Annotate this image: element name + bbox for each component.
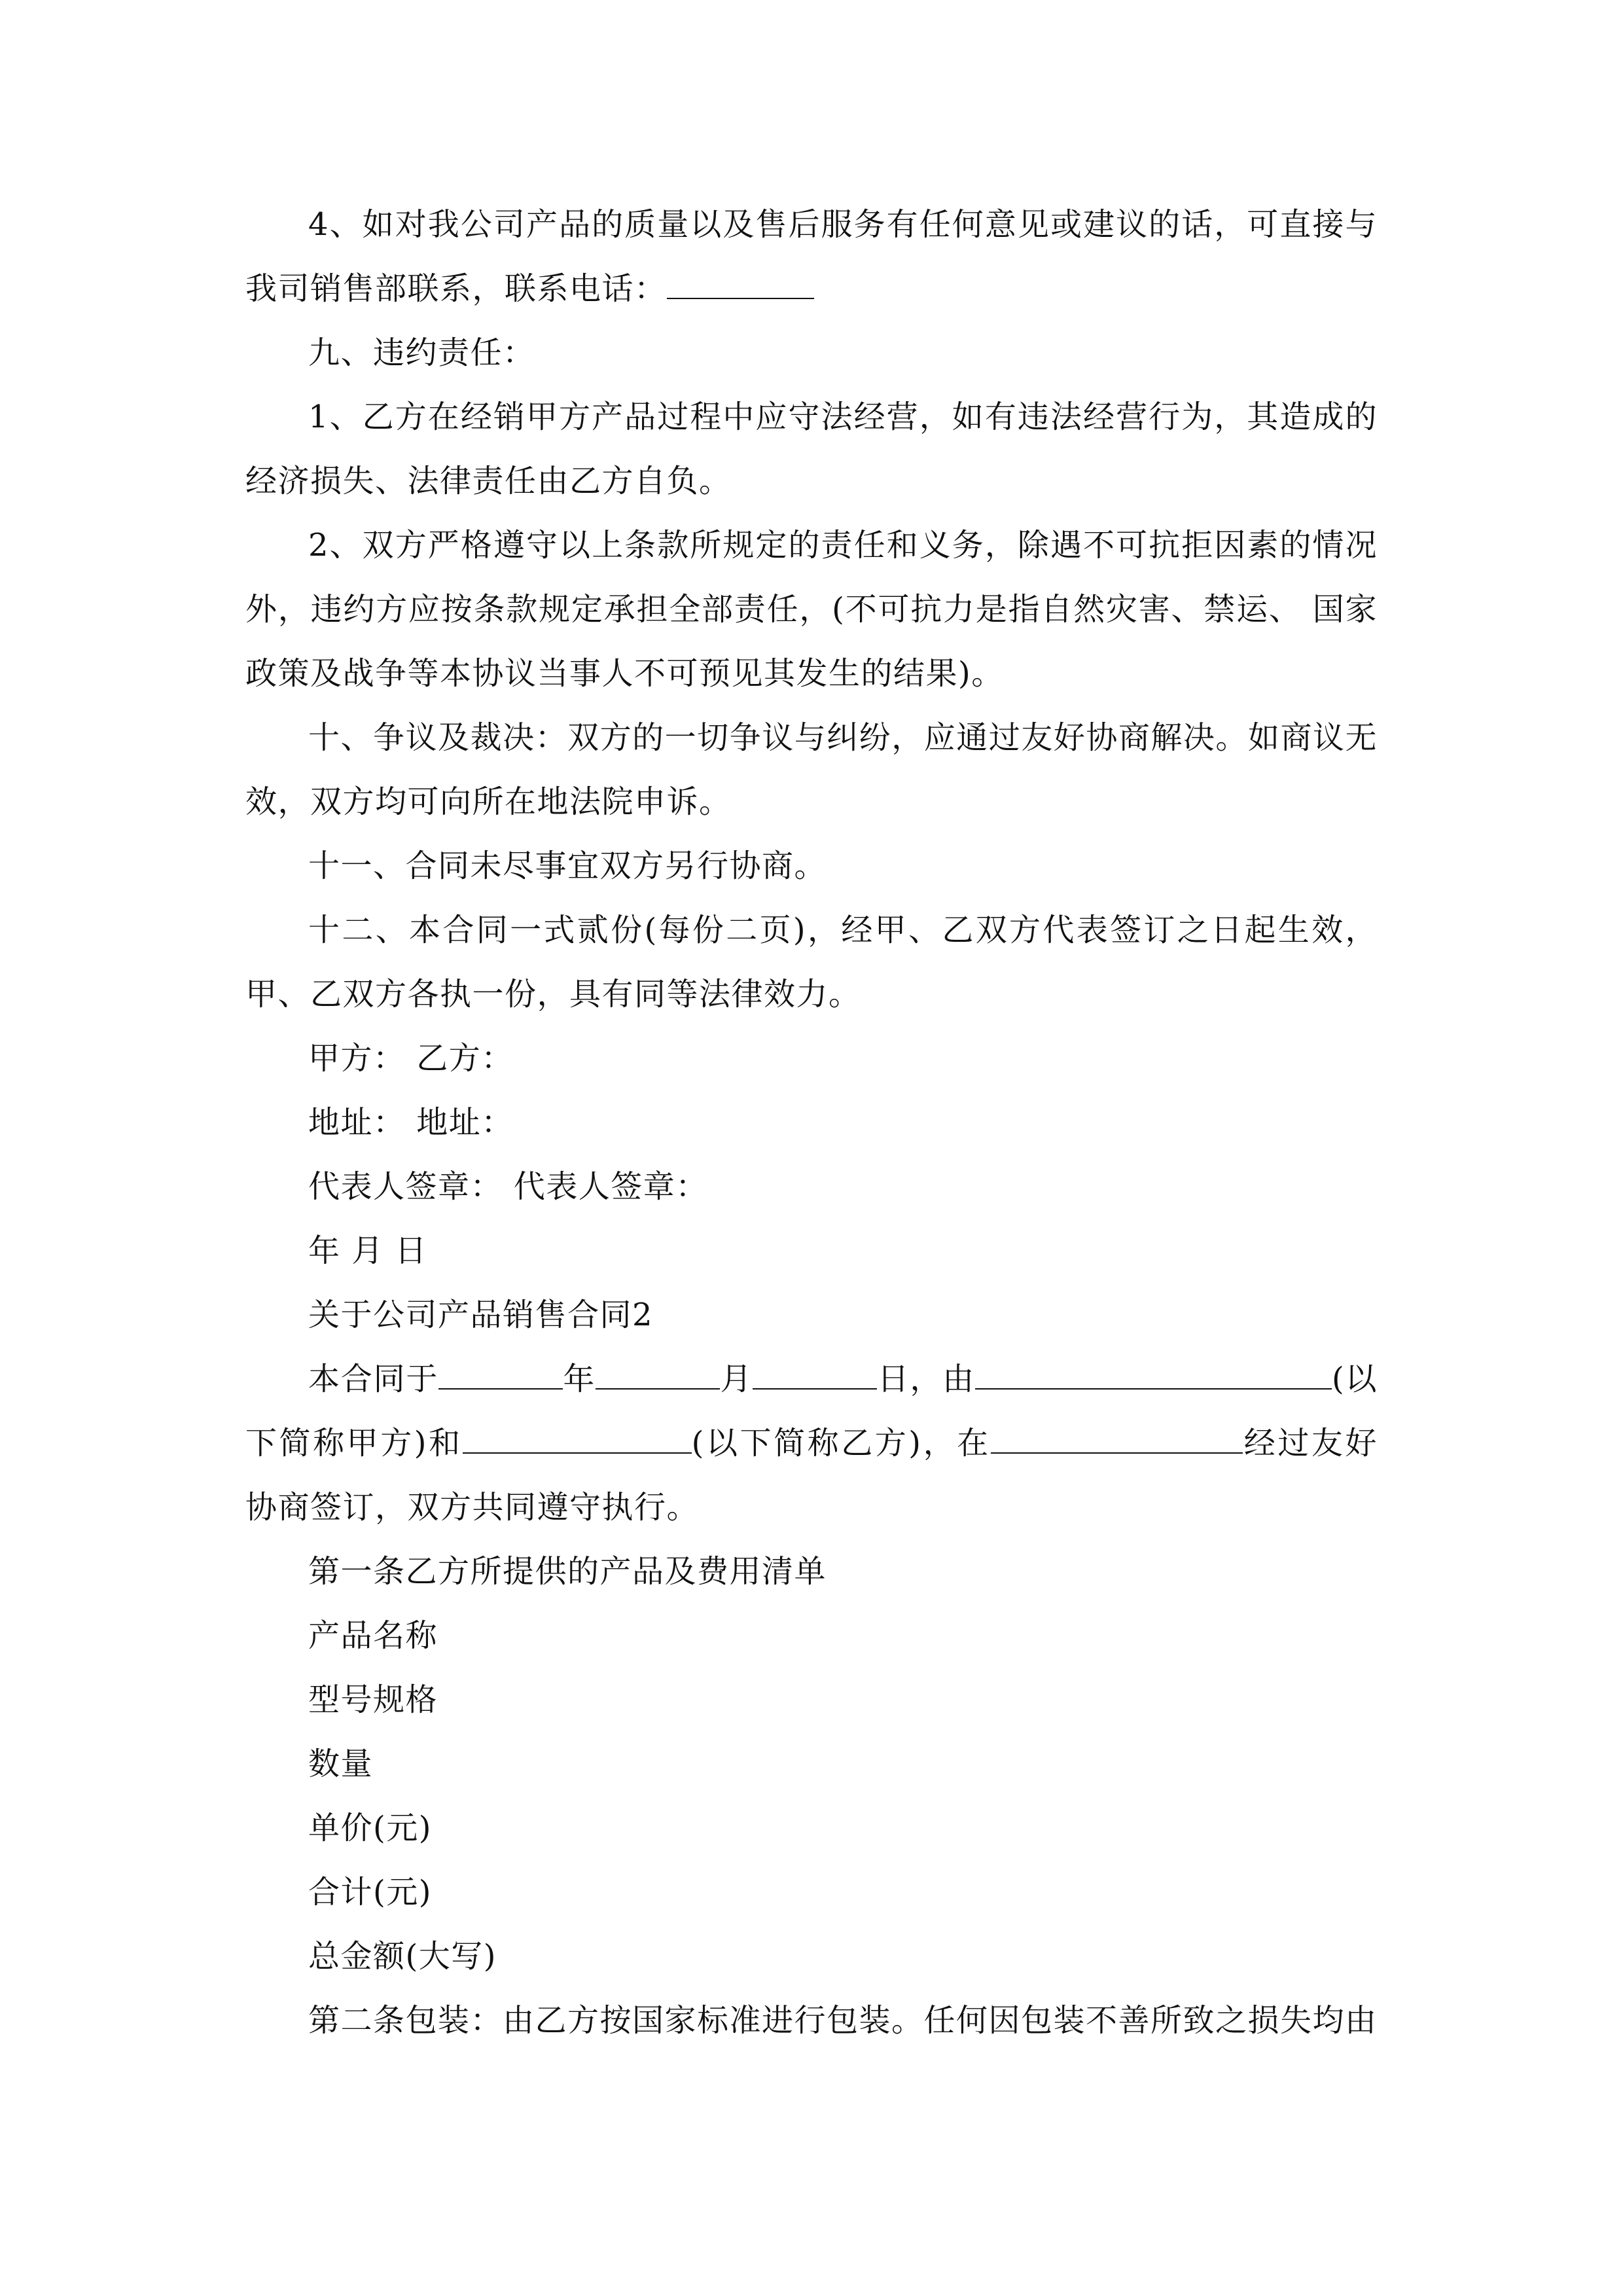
place-blank [991,1426,1243,1454]
party-line: 甲方： 乙方： [308,1040,514,1077]
article-2: 第二条包装：由乙方按国家标准进行包装。任何因包装不善所致之损失均由 [308,2002,1378,2039]
clause-9-heading: 九、违约责任： [308,334,535,371]
party-a-blank [975,1362,1332,1390]
product-field: 单价(元) [308,1810,432,1846]
contract-2-intro [245,1347,1378,1539]
month-blank [596,1362,720,1390]
product-field: 数量 [308,1746,374,1782]
product-field: 型号规格 [308,1681,438,1718]
clause-9-1: 1、乙方在经销甲方产品过程中应守法经营，如有违法经营行为，其造成的经济损失、法律责任由乙方自负。 [245,399,1378,499]
intro-part3: (以下简称乙方)，在 [691,1425,991,1462]
clause-8-4 [245,192,1378,321]
party-b-blank [463,1426,692,1454]
product-field: 总金额(大写) [308,1938,497,1975]
contract-2-title: 关于公司产品销售合同2 [308,1297,654,1333]
clause-10: 十、争议及裁决：双方的一切争议与纠纷，应通过友好协商解决。如商议无效，双方均可向所在地法院申诉。 [245,719,1378,820]
address-line: 地址： 地址： [308,1104,514,1141]
intro-month: 月 [720,1361,753,1397]
phone-blank [667,272,814,299]
clause-12: 十二、本合同一式贰份(每份二页)，经甲、乙双方代表签订之日起生效，甲、乙双方各执一份，具有同等法律效力。 [245,912,1378,1013]
intro-part4: 经过友好协商签订，双方共同遵守执行。 [245,1425,1378,1526]
article-1-title: 第一条乙方所提供的产品及费用清单 [308,1553,827,1590]
representative-line: 代表人签章： 代表人签章： [308,1168,708,1205]
date-line: 年 月 日 [308,1232,428,1269]
day-blank [753,1362,877,1390]
clause-11: 十一、合同未尽事宜双方另行协商。 [308,848,827,884]
product-field: 产品名称 [308,1617,438,1654]
product-field: 合计(元) [308,1874,432,1910]
clause-8-4-text: 4、如对我公司产品的质量以及售后服务有任何意见或建议的话，可直接与我司销售部联系，联系电话： [245,206,1378,307]
intro-year: 年 [563,1361,596,1397]
year-blank [438,1362,563,1390]
intro-part2: (以下简称甲方)和 [245,1361,1378,1462]
clause-9-2: 2、双方严格遵守以上条款所规定的责任和义务，除遇不可抗拒因素的情况外，违约方应按条款规定承担全部责任，(不可抗力是指自然灾害、禁运、 国家政策及战争等本协议当事人不可预见其发生的结果)。 [245,527,1378,692]
document-body [245,192,1378,2053]
intro-day-by: 日，由 [877,1361,975,1397]
intro-part1: 本合同于 [308,1361,439,1397]
